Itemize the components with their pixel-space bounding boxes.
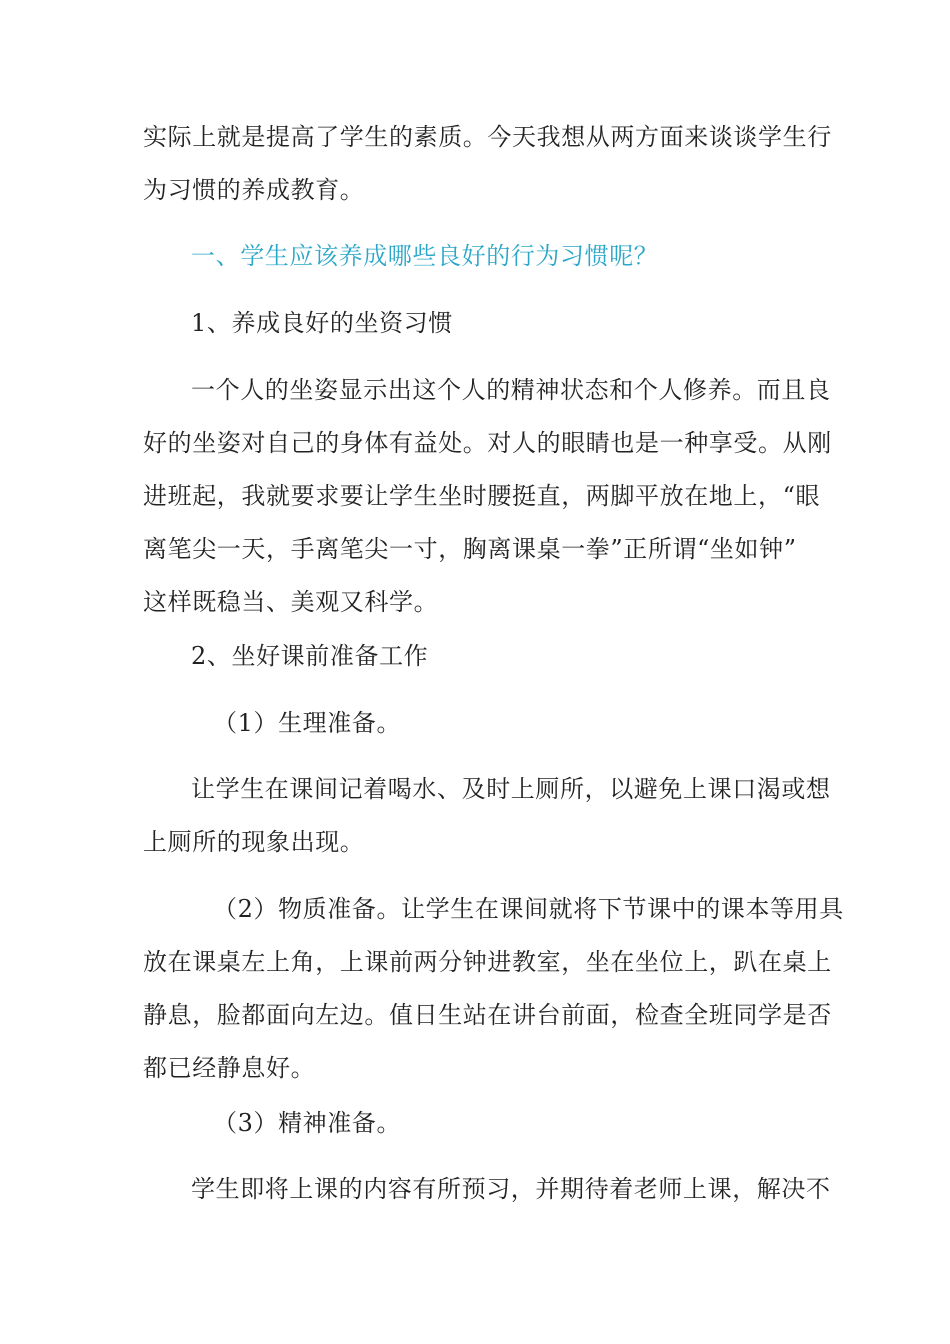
text-line: 学生即将上课的内容有所预习，并期待着老师上课，解决不 bbox=[191, 1175, 831, 1203]
text-line: 静息，脸都面向左边。值日生站在讲台前面，检查全班同学是否 bbox=[143, 1001, 832, 1029]
text-line: 放在课桌左上角，上课前两分钟进教室，坐在坐位上，趴在桌上 bbox=[143, 948, 832, 976]
text-line: 为习惯的养成教育。 bbox=[143, 176, 365, 204]
text-line: 一个人的坐姿显示出这个人的精神状态和个人修养。而且良 bbox=[191, 376, 831, 404]
text-line: 让学生在课间记着喝水、及时上厕所，以避免上课口渴或想 bbox=[191, 775, 831, 803]
item1-title: 1、养成良好的坐资习惯 bbox=[191, 309, 453, 337]
item2-sub2-paragraph bbox=[143, 883, 844, 1095]
item2-sub1-title: （1）生理准备。 bbox=[213, 709, 402, 737]
item2-sub3-body bbox=[143, 1163, 831, 1216]
item1-body bbox=[143, 364, 832, 629]
intro-paragraph bbox=[143, 111, 832, 217]
item2-title: 2、坐好课前准备工作 bbox=[191, 642, 429, 670]
text-line: 离笔尖一天，手离笔尖一寸，胸离课桌一拳”正所谓“坐如钟” bbox=[143, 535, 797, 563]
text-line: （2）物质准备。让学生在课间就将下节课中的课本等用具 bbox=[213, 895, 844, 923]
text-line: 上厕所的现象出现。 bbox=[143, 828, 365, 856]
text-line: 实际上就是提高了学生的素质。今天我想从两方面来谈谈学生行 bbox=[143, 123, 832, 151]
text-line: 这样既稳当、美观又科学。 bbox=[143, 588, 439, 616]
item2-sub1-body bbox=[143, 763, 831, 869]
text-line: 进班起，我就要求要让学生坐时腰挺直，两脚平放在地上，“眼 bbox=[143, 482, 821, 510]
text-line: 好的坐姿对自己的身体有益处。对人的眼睛也是一种享受。从刚 bbox=[143, 429, 832, 457]
text-line: 都已经静息好。 bbox=[143, 1054, 316, 1082]
section-heading: 一、学生应该养成哪些良好的行为习惯呢？ bbox=[191, 242, 659, 270]
item2-sub3-title: （3）精神准备。 bbox=[213, 1109, 402, 1137]
